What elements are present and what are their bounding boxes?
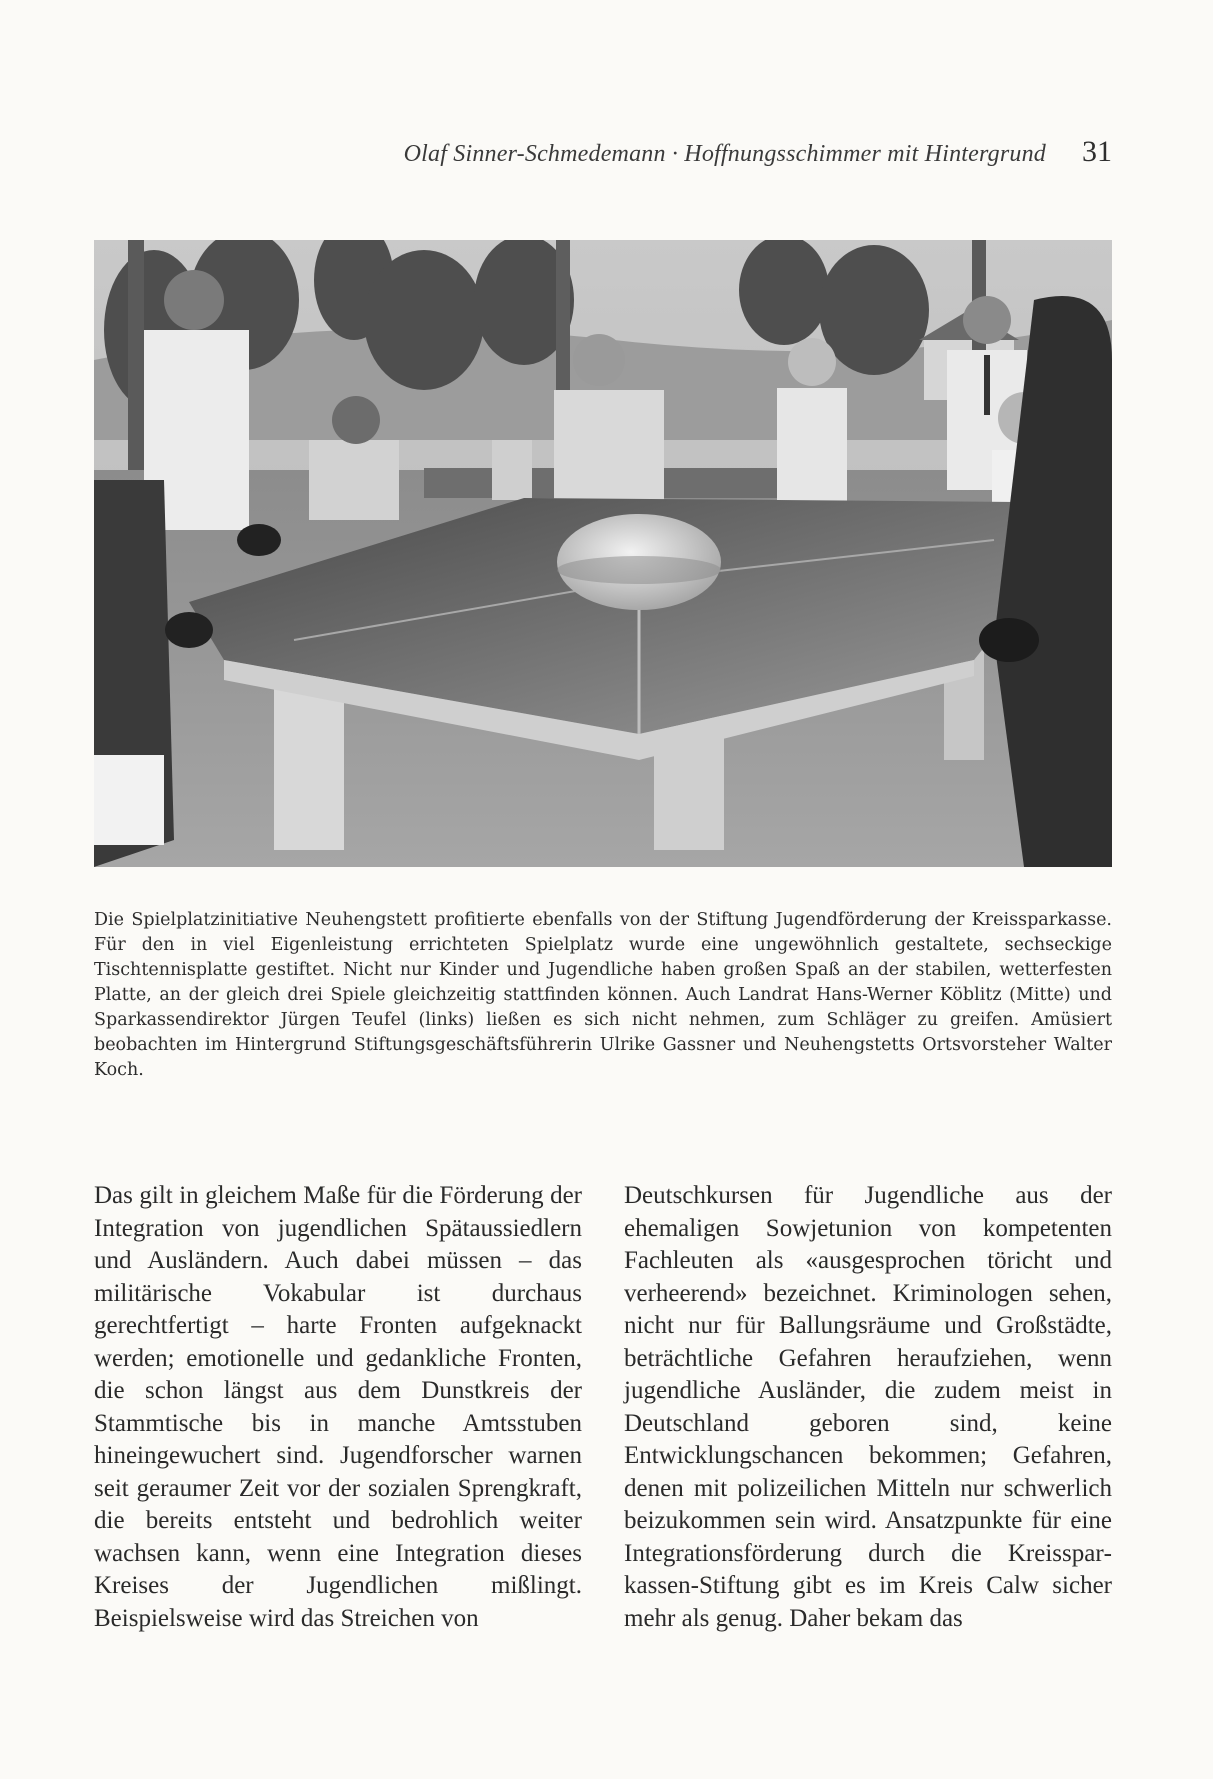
body-column-left: Das gilt in gleichem Maße für die Förderung der Integration von jugendlichen Spätaussiedlern und Ausländern. Auch dabei müssen – das militärische Vokabular ist durchaus gerechtfertigt – harte Fronten aufgeknackt werden; emotionelle und gedankliche Fronten, die schon längst aus dem Dunstkreis der Stammtische bis in manche Amtsstuben hineingewuchert sind. Jugendforscher warnen seit geraumer Zeit vor der sozialen Sprengkraft, die bereits entsteht und bedrohlich weiter wachsen kann, wenn eine Integration dieses Kreises der Jugendlichen mißlingt. Beispielsweise wird das Streichen von xyxy=(94,1182,582,1632)
photo-playground-table-tennis-icon xyxy=(94,240,1112,867)
running-title: Olaf Sinner-Schmedemann · Hoffnungsschimmer mit Hintergrund xyxy=(403,141,1046,167)
photograph xyxy=(94,240,1112,867)
photo-caption: Die Spielplatzinitiative Neuhengstett profitierte ebenfalls von der Stiftung Jugendförderung der Kreissparkasse. Für den in viel Eigenleistung errichteten Spielplatz wurde eine ungewöhnlich gestaltete, sechseckige Tischtennisplatte gestiftet. Nicht nur Kinder und Jugendliche haben großen Spaß an der stabilen, wetterfesten Platte, an der gleich drei Spiele gleichzeitig stattfinden können. Auch Landrat Hans-Werner Köblitz (Mitte) und Sparkassendirektor Jürgen Teufel (links) ließen es sich nicht nehmen, zum Schläger zu greifen. Amüsiert beobachten im Hintergrund Stiftungsgeschäftsführerin Ulrike Gassner und Neuhengstetts Ortsvorsteher Walter Koch. xyxy=(94,909,1112,1080)
page-header xyxy=(94,135,1112,169)
page-number: 31 xyxy=(1082,135,1112,168)
body-column-right: Deutschkursen für Jugendliche aus der ehemaligen Sowjetunion von kompetenten Fachleuten als «ausgesprochen töricht und verheerend» bezeichnet. Kriminologen sehen, nicht nur für Ballungsräume und Großstädte, beträchtliche Gefahren heraufziehen, wenn jugendliche Ausländer, die zudem meist in Deutschland geboren sind, keine Entwicklungschancen bekommen; Gefahren, denen mit polizeilichen Mitteln nur schwerlich beizukommen sein wird. Ansatzpunkte für eine Integrationsförderung durch die Kreissparkassen-Stiftung gibt es im Kreis Calw sicher mehr als genug. Daher bekam das xyxy=(624,1182,1112,1632)
